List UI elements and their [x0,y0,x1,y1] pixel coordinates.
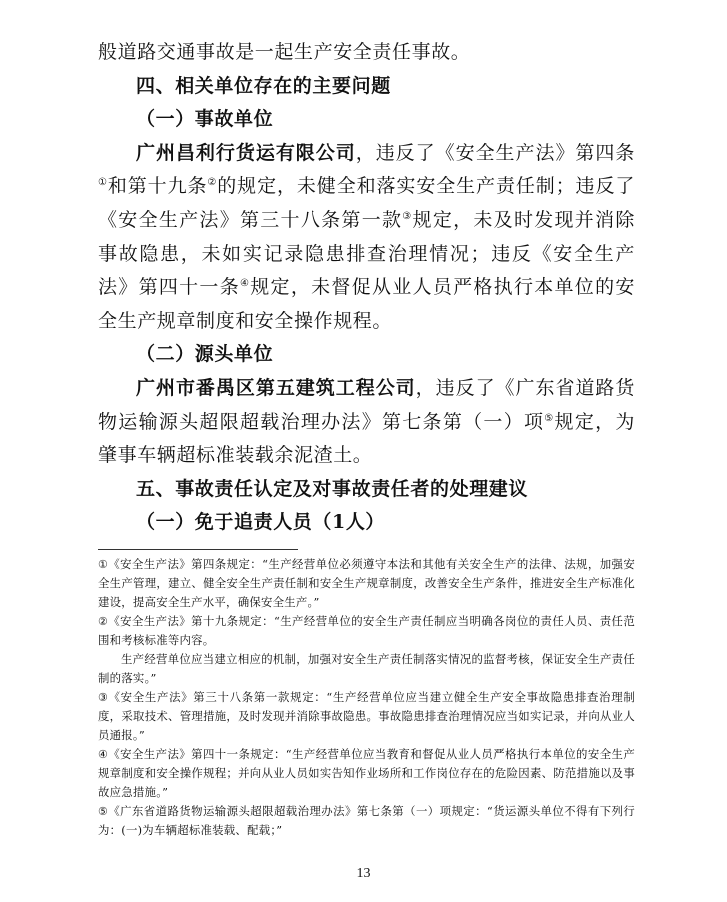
footnote-mark: ② [98,615,109,628]
text-segment: ，违反了《安全生产法》第四条 [355,141,635,164]
footnote-ref-5[interactable]: ⑤ [544,412,555,424]
subsection-heading-exempt: （一）免于追责人员（1人） [136,511,386,534]
footnote-mark: ① [98,558,109,571]
footnote-mark: ⑤ [98,805,109,818]
text-segment: 和第十九条 [107,175,208,198]
paragraph-accident-unit [98,137,635,339]
paragraph-continuation: 般道路交通事故是一起生产安全责任事故。 [98,41,471,63]
footnote-separator [98,549,298,550]
text-segment: ，违反了《广东省道路货物运输源头超限超载治理办法》第七条第（一）项 [98,376,636,433]
footnote-1 [98,555,635,612]
company-name-panyu: 广州市番禺区第五建筑工程公司 [136,376,416,399]
footnote-text: 《安全生产法》第三十八条第一款规定：“生产经营单位应当建立健全生产安全事故隐患排查治理制度，采取技术、管理措施，及时发现并消除事故隐患。事故隐患排查治理情况应当如实记录，并向从业人员通报。” [98,690,635,742]
footnote-2-continued: 生产经营单位应当建立相应的机制，加强对安全生产责任制落实情况的监督考核，保证安全生产责任制的落实。” [98,652,635,685]
footnote-ref-4[interactable]: ④ [240,278,251,290]
footnote-text: 《广东省道路货物运输源头超限超载治理办法》第七条第（一）项规定：“货运源头单位不得有下列行为：(一)为车辆超标准装载、配载；” [98,804,635,837]
section-heading-4: 四、相关单位存在的主要问题 [136,74,391,97]
page-number: 13 [356,866,371,881]
footnotes [98,555,635,840]
text-segment: 规定，为肇事车辆超标准装载余泥渣土。 [98,410,635,467]
footnote-mark: ④ [98,748,109,761]
subsection-heading-accident-unit: （一）事故单位 [136,108,274,131]
footnote-text: 《安全生产法》第四条规定：“生产经营单位必须遵守本法和其他有关安全生产的法律、法规，加强安全生产管理，建立、健全安全生产责任制和安全生产规章制度，改善安全生产条件，推进安全生产标准化建设，提高安全生产水平，确保安全生产。” [98,557,635,609]
footnote-5 [98,802,635,840]
company-name-changli: 广州昌利行货运有限公司 [136,141,356,164]
paragraph-source-unit [98,372,635,473]
footnote-mark: ③ [98,691,109,704]
section-heading-5: 五、事故责任认定及对事故责任者的处理建议 [136,477,529,500]
text-segment: 规定，未及时发现并消除事故隐患，未如实记录隐患排查治理情况；违反《安全生产法》第四十一条 [98,208,635,299]
subsection-heading-source-unit: （二）源头单位 [136,343,274,366]
footnote-text: 《安全生产法》第十九条规定：“生产经营单位的安全生产责任制应当明确各岗位的责任人员、责任范围和考核标准等内容。 [98,614,635,647]
text-segment: 的规定，未健全和落实安全生产责任制；违反了《安全生产法》第三十八条第一款 [98,175,635,231]
text-segment: 规定，未督促从业人员严格执行本单位的安全生产规章制度和安全操作规程。 [98,276,635,332]
footnote-3 [98,688,635,745]
footnote-2 [98,612,635,650]
footnote-4 [98,745,635,802]
footnote-ref-3[interactable]: ③ [402,210,413,222]
footnote-ref-2[interactable]: ② [207,177,218,189]
footnote-ref-1[interactable]: ① [98,177,108,189]
main-body [98,36,635,540]
footnote-text: 《安全生产法》第四十一条规定：“生产经营单位应当教育和督促从业人员严格执行本单位的安全生产规章制度和安全操作规程；并向从业人员如实告知作业场所和工作岗位存在的危险因素、防范措施以及事故应急措施。” [98,747,635,799]
